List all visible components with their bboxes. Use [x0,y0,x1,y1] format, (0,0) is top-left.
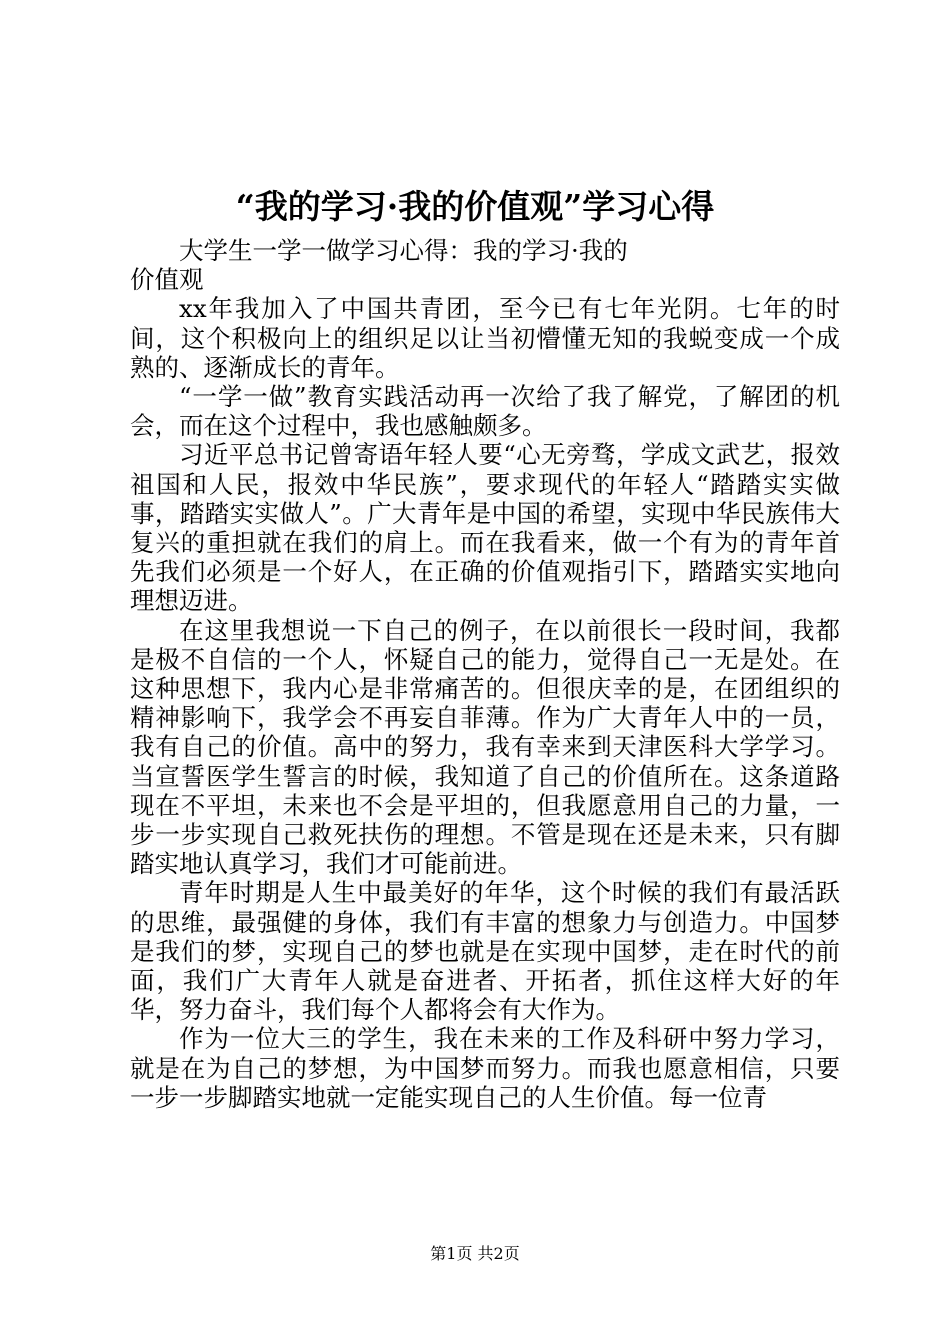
paragraph-5: 青年时期是人生中最美好的年华，这个时候的我们有最活跃的思维，最强健的身体，我们有丰富的想象力与创造力。中国梦是我们的梦，实现自己的梦也就是在实现中国梦，走在时代的前面，我们广大青年人就是奋进者、开拓者，抓住这样大好的年华，努力奋斗，我们每个人都将会有大作为。 [130,878,840,1025]
paragraph-6: 作为一位大三的学生，我在未来的工作及科研中努力学习，就是在为自己的梦想，为中国梦而努力。而我也愿意相信，只要一步一步脚踏实地就一定能实现自己的人生价值。每一位青 [130,1024,840,1112]
document-body [130,236,840,1112]
document-title: “我的学习·我的价值观”学习心得 [235,187,715,226]
document-subtitle: 大学生一学一做学习心得：我的学习·我的价值观 [130,236,628,295]
paragraph-4: 在这里我想说一下自己的例子，在以前很长一段时间，我都是极不自信的一个人，怀疑自己的能力，觉得自己一无是处。在这种思想下，我内心是非常痛苦的。但很庆幸的是，在团组织的精神影响下，我学会不再妄自菲薄。作为广大青年人中的一员，我有自己的价值。高中的努力，我有幸来到天津医科大学学习。当宣誓医学生誓言的时候，我知道了自己的价值所在。这条道路现在不平坦，未来也不会是平坦的，但我愿意用自己的力量，一步一步实现自己救死扶伤的理想。不管是现在还是未来，只有脚踏实地认真学习，我们才可能前进。 [130,615,840,879]
paragraph-3: 习近平总书记曾寄语年轻人要“心无旁骛，学成文武艺，报效祖国和人民，报效中华民族”，要求现代的年轻人“踏踏实实做事，踏踏实实做人”。广大青年是中国的希望，实现中华民族伟大复兴的重担就在我们的肩上。而在我看来，做一个有为的青年首先我们必须是一个好人，在正确的价值观指引下，踏踏实实地向理想迈进。 [130,440,840,616]
paragraph-1: xx年我加入了中国共青团，至今已有七年光阴。七年的时间，这个积极向上的组织足以让当初懵懂无知的我蜕变成一个成熟的、逐渐成长的青年。 [130,294,840,382]
page-number-footer: 第1页 共2页 [430,1244,520,1263]
paragraph-2: “一学一做”教育实践活动再一次给了我了解党，了解团的机会，而在这个过程中，我也感触颇多。 [130,382,840,441]
